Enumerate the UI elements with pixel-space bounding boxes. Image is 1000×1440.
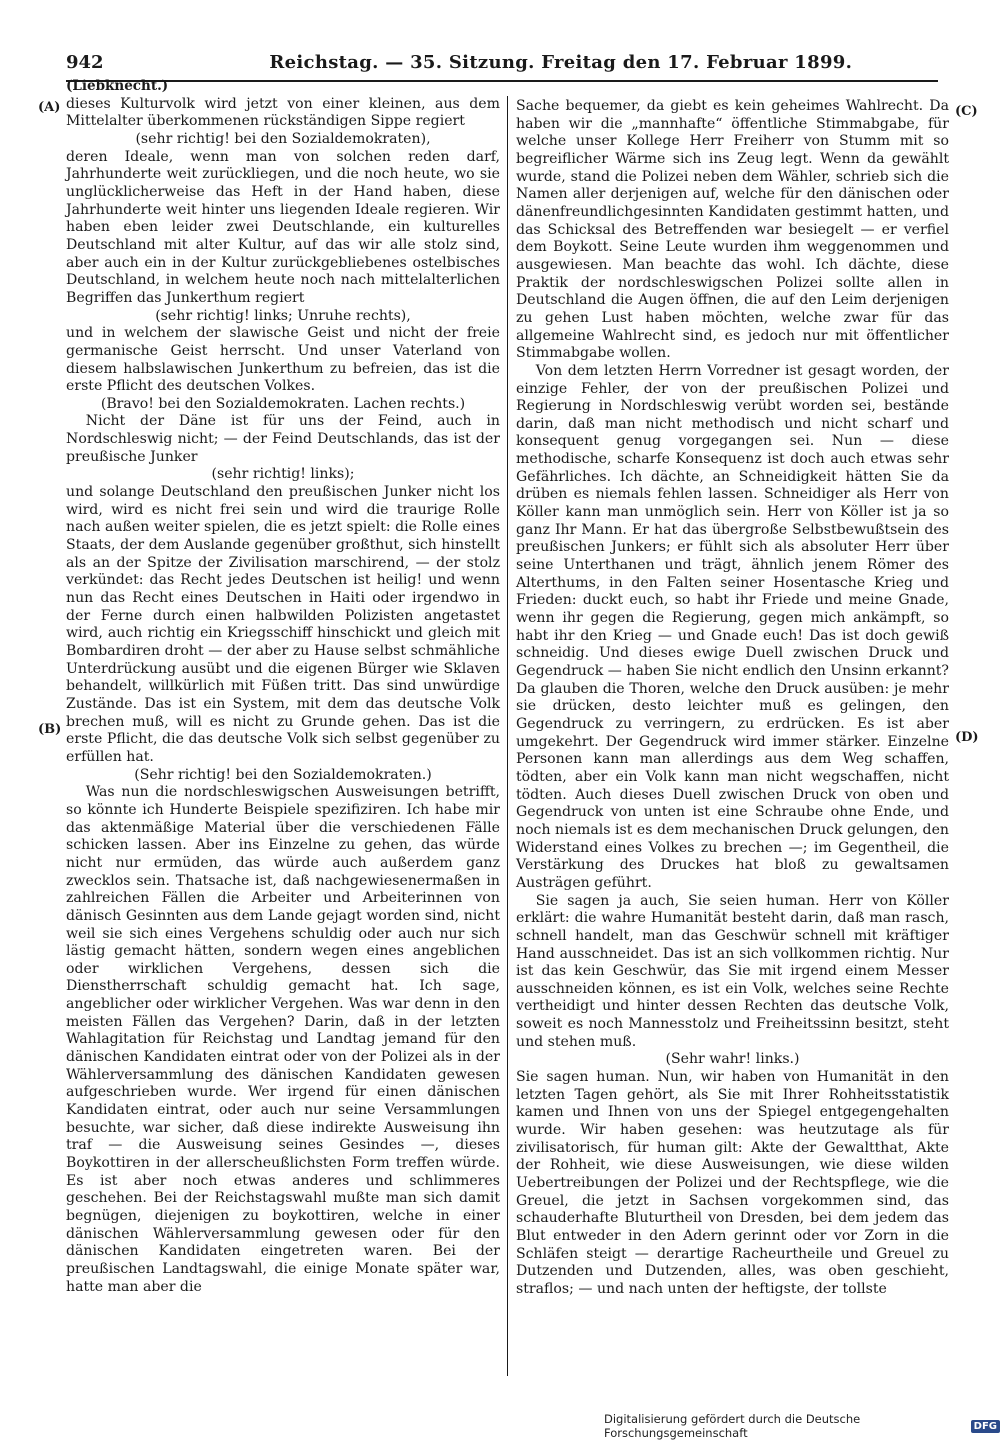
paragraph: und in welchem der slawische Geist und nicht der freie germanische Geist herrscht. Und unser Vaterland von diesem halbslawischen Junkerthum zu befreien, das ist die erste Pflicht des deutschen Volkes. (66, 325, 500, 395)
paragraph: Sache bequemer, da giebt es kein geheimes Wahlrecht. Da haben wir die „mannhafte“ öffentliche Stimmabgabe, für welche unser Kollege Herr Freiherr von Stumm mit so begreiflicher Wärme sich ins Zeug legt. Wenn da gewählt wurde, stand die Polizei neben dem Wähler, schrieb sich die Namen aller derjenigen auf, welche für den dänischen oder dänenfreundlichgesinnten Kandidaten gestimmt hatten, und das Schicksal des Betreffenden war besiegelt — er verfiel dem Boykott. Seine Leute wurden ihm weggenommen und ausgewiesen. Man beachte das wohl. Ich dächte, diese Praktik der nordschleswigschen Polizei sollte allen in Deutschland die Augen öffnen, die auf den Leim derjenigen zu gehen Lust haben möchten, welche zwar für das allgemeine Wahlrecht sind, es jedoch nur mit öffentlicher Stimmabgabe wollen. (516, 98, 949, 362)
paragraph: Was nun die nordschleswigschen Ausweisungen betrifft, so könnte ich Hunderte Beispiele spezifiziren. Ich habe mir das aktenmäßige Material über die verschiedenen Fälle schicken lassen. Aber ins Einzelne zu gehen, das würde nicht nur ermüden, das würde auch außerdem ganz zwecklos sein. Thatsache ist, daß nachgewiesenermaßen in zahlreichen Fällen die Arbeiter und Arbeiterinnen von dänisch Gesinnten aus dem Lande gejagt worden sind, nicht weil sie sich eines Vergehens schuldig oder auch nur sich lästig gemacht hätten, sondern wegen eines angeblichen oder wirklichen Vergehens, dessen sich die Dienstherrschaft schuldig gemacht hat. Ich sage, angeblicher oder wirklicher Vergehen. Was war denn in den meisten Fällen das Vergehen? Darin, daß in der letzten Wahlagitation für Reichstag und Landtag jemand für den dänischen Kandidaten eintrat oder von der Polizei als in der Wählerversammlung des dänischen Kandidaten gewesen aufgeschrieben wurde. Wer irgend für einen dänischen Kandidaten eintrat, oder auch nur seine Versammlungen besuchte, war sicher, daß diese indirekte Ausweisung ihn traf — die Ausweisung seines Gesindes —, dieses Boykottiren in der allerscheußlichsten Form treffen würde. Es ist aber noch etwas anderes und schlimmeres geschehen. Bei der Reichstagswahl mußte man sich damit begnügen, diejenigen zu boykottiren, welche in einer dänischen Wählerversammlung gewesen oder für den dänischen Kandidaten eingetreten waren. Bei der preußischen Landtagswahl, die einige Monate später war, hatte man aber die (66, 784, 500, 1295)
margin-label-c: (C) (955, 104, 978, 119)
paragraph: dieses Kulturvolk wird jetzt von einer kleinen, aus dem Mittelalter überkommenen rückständigen Sippe regiert (66, 95, 500, 130)
credit-text: Digitalisierung gefördert durch die Deutsche Forschungsgemeinschaft (604, 1412, 861, 1440)
paragraph: Sie sagen ja auch, Sie seien human. Herr von Köller erklärt: die wahre Humanität besteht darin, daß man rasch, schnell handelt, man das Geschwür schnell mit kräftiger Hand ausschneidet. Das ist an sich vollkommen richtig. Nur ist das kein Geschwür, das Sie mit irgend einem Messer ausschneiden können, es ist ein Volk, welches seine Rechte vertheidigt und hinter dessen Rechten das deutsche Volk, soweit es noch Mannesstolz und Freiheitssinn besitzt, steht und stehen muß. (516, 892, 949, 1050)
left-column (66, 78, 500, 1296)
column-divider (507, 96, 508, 1376)
margin-label-b: (B) (38, 722, 62, 737)
page-number: 942 (66, 52, 104, 73)
paragraph: Nicht der Däne ist für uns der Feind, auch in Nordschleswig nicht; — der Feind Deutschlands, das ist der preußische Junker (66, 413, 500, 465)
paragraph: Sie sagen human. Nun, wir haben von Humanität in den letzten Tagen gehört, als Sie mit Ihrer Rohheitsstatistik kamen und Ihnen von uns der Spiegel entgegengehalten wurde. Wir haben gesehen: was heutzutage als für zivilisatorisch, für human gilt: Akte der Gewaltthat, Akte der Rohheit, wie diese Ausweisungen, wie diese wilden Uebertreibungen der Polizei und der Rechtspflege, wie die Greuel, die jetzt in Sachsen vorgekommen sind, das schauderhafte Bluturtheil von Dresden, bei dem jedem das Blut entweder in den Adern gerinnt oder vor Zorn in die Schläfen steigt — derartige Racheurtheile und Greuel zu Dutzenden und Dutzenden, alles, was oben geschieht, straflos; — und nach unten der heftigste, der tollste (516, 1069, 949, 1297)
dfg-logo: DFG (971, 1420, 1000, 1433)
interjection: (Bravo! bei den Sozialdemokraten. Lachen rechts.) (100, 395, 466, 412)
paragraph: und solange Deutschland den preußischen Junker nicht los wird, wird es nicht frei sein und wird die traurige Rolle nach außen weiter spielen, die es jetzt spielt: die Rolle eines Staats, der dem Auslande gegenüber großthut, sich hinstellt als an der Spitze der Zivilisation marschirend, — der stolz verkündet: das Recht jedes Deutschen ist heilig! und wenn nun das Recht eines Deutschen in Haiti oder irgendwo in der Ferne durch einen halbwilden Polizisten angetastet wird, auch richtig ein Kriegsschiff hinschickt und gleich mit Bombardiren droht — der aber zu Hause selbst schmähliche Unterdrückung ausübt und die eigenen Bürger wie Sklaven behandelt, willkürlich mit Füßen tritt. Das sind unwürdige Zustände. Das ist ein System, mit dem das deutsche Volk brechen muß, will es nicht zu Grunde gehen. Das ist die erste Pflicht, die das deutsche Volk sich selbst gegenüber zu erfüllen hat. (66, 484, 500, 765)
paragraph: Von dem letzten Herrn Vorredner ist gesagt worden, der einzige Fehler, der von der preußischen Polizei und Regierung in Nordschleswig verübt worden sei, bestände darin, daß man nicht methodisch und nicht scharf und konsequent genug vorgegangen sei. Nun — diese methodische, scharfe Konsequenz ist doch auch etwas sehr Gefährliches. Ich dächte, an Schneidigkeit hätten Sie da drüben es niemals fehlen lassen. Schneidiger als Herr von Köller kann man unmöglich sein. Herr von Köller ist ja so ganz Ihr Mann. Er hat das übergroße Selbstbewußtsein des preußischen Junkers; er fühlt sich als absoluter Herr über seine Unterthanen und trägt, ähnlich jenem Römer des Alterthums, in den Falten seiner Hosentasche Krieg und Frieden: duckt euch, so habt ihr Friede und meine Gnade, wenn ihr gegen die Regierung, gegen mich ankämpft, so habt ihr den Krieg — und Gnade euch! Das ist doch gewiß schneidig. Und dieses ewige Duell zwischen Druck und Gegendruck — haben Sie nicht endlich den Unsinn erkannt? Da glauben die Thoren, welche den Druck ausüben: je mehr sie drücken, desto leichter muß es gelingen, den Gegendruck zu verringern, zu erdrücken. Es ist aber umgekehrt. Der Gegendruck wird immer stärker. Einzelne Personen kann man allerdings aus dem Weg schaffen, tödten, aber ein Volk kann man nicht wegschaffen, nicht tödten. Auch dieses Duell zwischen Druck von oben und Gegendruck von unten ist eine Schraube ohne Ende, und noch niemals ist es dem mechanischen Druck gelungen, den Widerstand eines Volkes zu brechen —; im Gegentheil, die Verstärkung des Druckes hat bloß zu gewaltsamen Austrägen geführt. (516, 362, 949, 891)
digitization-credit (604, 1412, 1000, 1440)
interjection: (sehr richtig! bei den Sozialdemokraten), (135, 130, 431, 147)
right-column (516, 98, 949, 1299)
speaker-name: (Liebknecht.) (66, 78, 169, 94)
interjection: (Sehr richtig! bei den Sozialdemokraten.) (134, 766, 432, 783)
interjection: (Sehr wahr! links.) (665, 1051, 800, 1068)
interjection: (sehr richtig! links); (211, 466, 355, 483)
margin-label-a: (A) (38, 100, 61, 115)
interjection: (sehr richtig! links; Unruhe rechts), (155, 307, 411, 324)
running-title: Reichstag. — 35. Sitzung. Freitag den 17. Februar 1899. (269, 52, 853, 73)
paragraph: deren Ideale, wenn man von solchen reden darf, Jahrhunderte weit zurückliegen, und die noch heute, wo sie unglücklicherweise das Heft in der Hand haben, diese Jahrhunderte weit hinter uns liegenden Ideale regieren. Wir haben eben leider zwei Deutschlande, ein kulturelles Deutschland mit alter Kultur, auf das wir alle stolz sind, aber auch ein in der Kultur zurückgebliebenes ostelbisches Deutschland, in welchem heute noch nach mittelalterlichen Begriffen das Junkerthum regiert (66, 148, 500, 306)
margin-label-d: (D) (955, 730, 979, 745)
